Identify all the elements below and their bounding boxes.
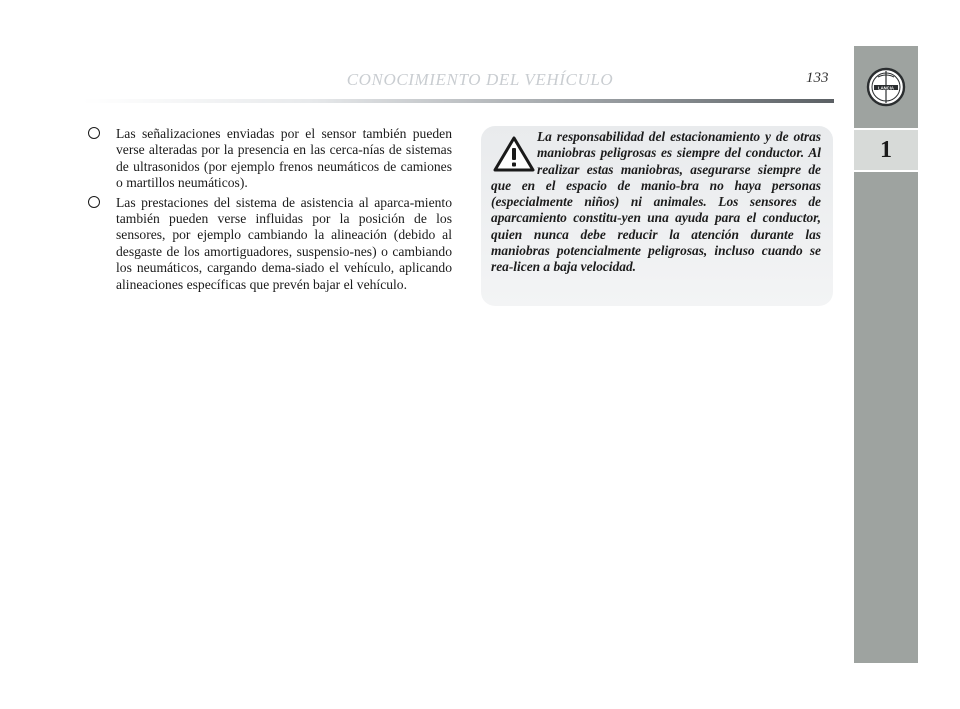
svg-text:LANCIA: LANCIA (878, 85, 894, 91)
brand-logo (854, 46, 918, 128)
chapter-side-tab (854, 46, 918, 663)
warning-text: La responsabilidad del estacionamiento y de otras maniobras peligrosas es siempre del conductor. Al realizar estas maniobras, asegurarse siempre de que en el espacio de manio-bra no haya personas (especialmente niños) ni animales. Los sensores de aparcamiento constitu-yen una ayuda para el conductor, quien nunca debe reducir la atención durante las maniobras potencialmente peligrosas, incluso cuando se rea-licen a baja velocidad. (491, 129, 821, 275)
bullet-circle-icon (88, 127, 100, 139)
header-divider (82, 99, 834, 103)
list-item-text: Las prestaciones del sistema de asistencia al aparca-miento también pueden verse influidas por la posición de los sensores, por ejemplo cambiando la alineación (debido al desgaste de los amortiguadores, suspensio-nes) o cambiando los neumáticos, cargando dema-siado el vehículo, aplicando alineaciones específicas que prevén bajar el vehículo. (116, 194, 452, 292)
list-item-text: Las señalizaciones enviadas por el sensor también pueden verse alteradas por la presencia en las cerca-nías de sistemas de ultrasonidos (por ejemplo frenos neumáticos de camiones o martillos neumáticos). (116, 126, 452, 191)
chapter-number: 1 (854, 130, 918, 170)
page-number: 133 (806, 70, 829, 86)
list-item (88, 195, 452, 293)
lancia-shield-icon (866, 65, 906, 109)
running-header-title: CONOCIMIENTO DEL VEHÍCULO (346, 70, 614, 89)
list-item (88, 126, 452, 192)
bullet-list (88, 126, 452, 296)
bullet-circle-icon (88, 196, 100, 208)
tab-separator (854, 170, 918, 172)
warning-box (481, 126, 833, 306)
